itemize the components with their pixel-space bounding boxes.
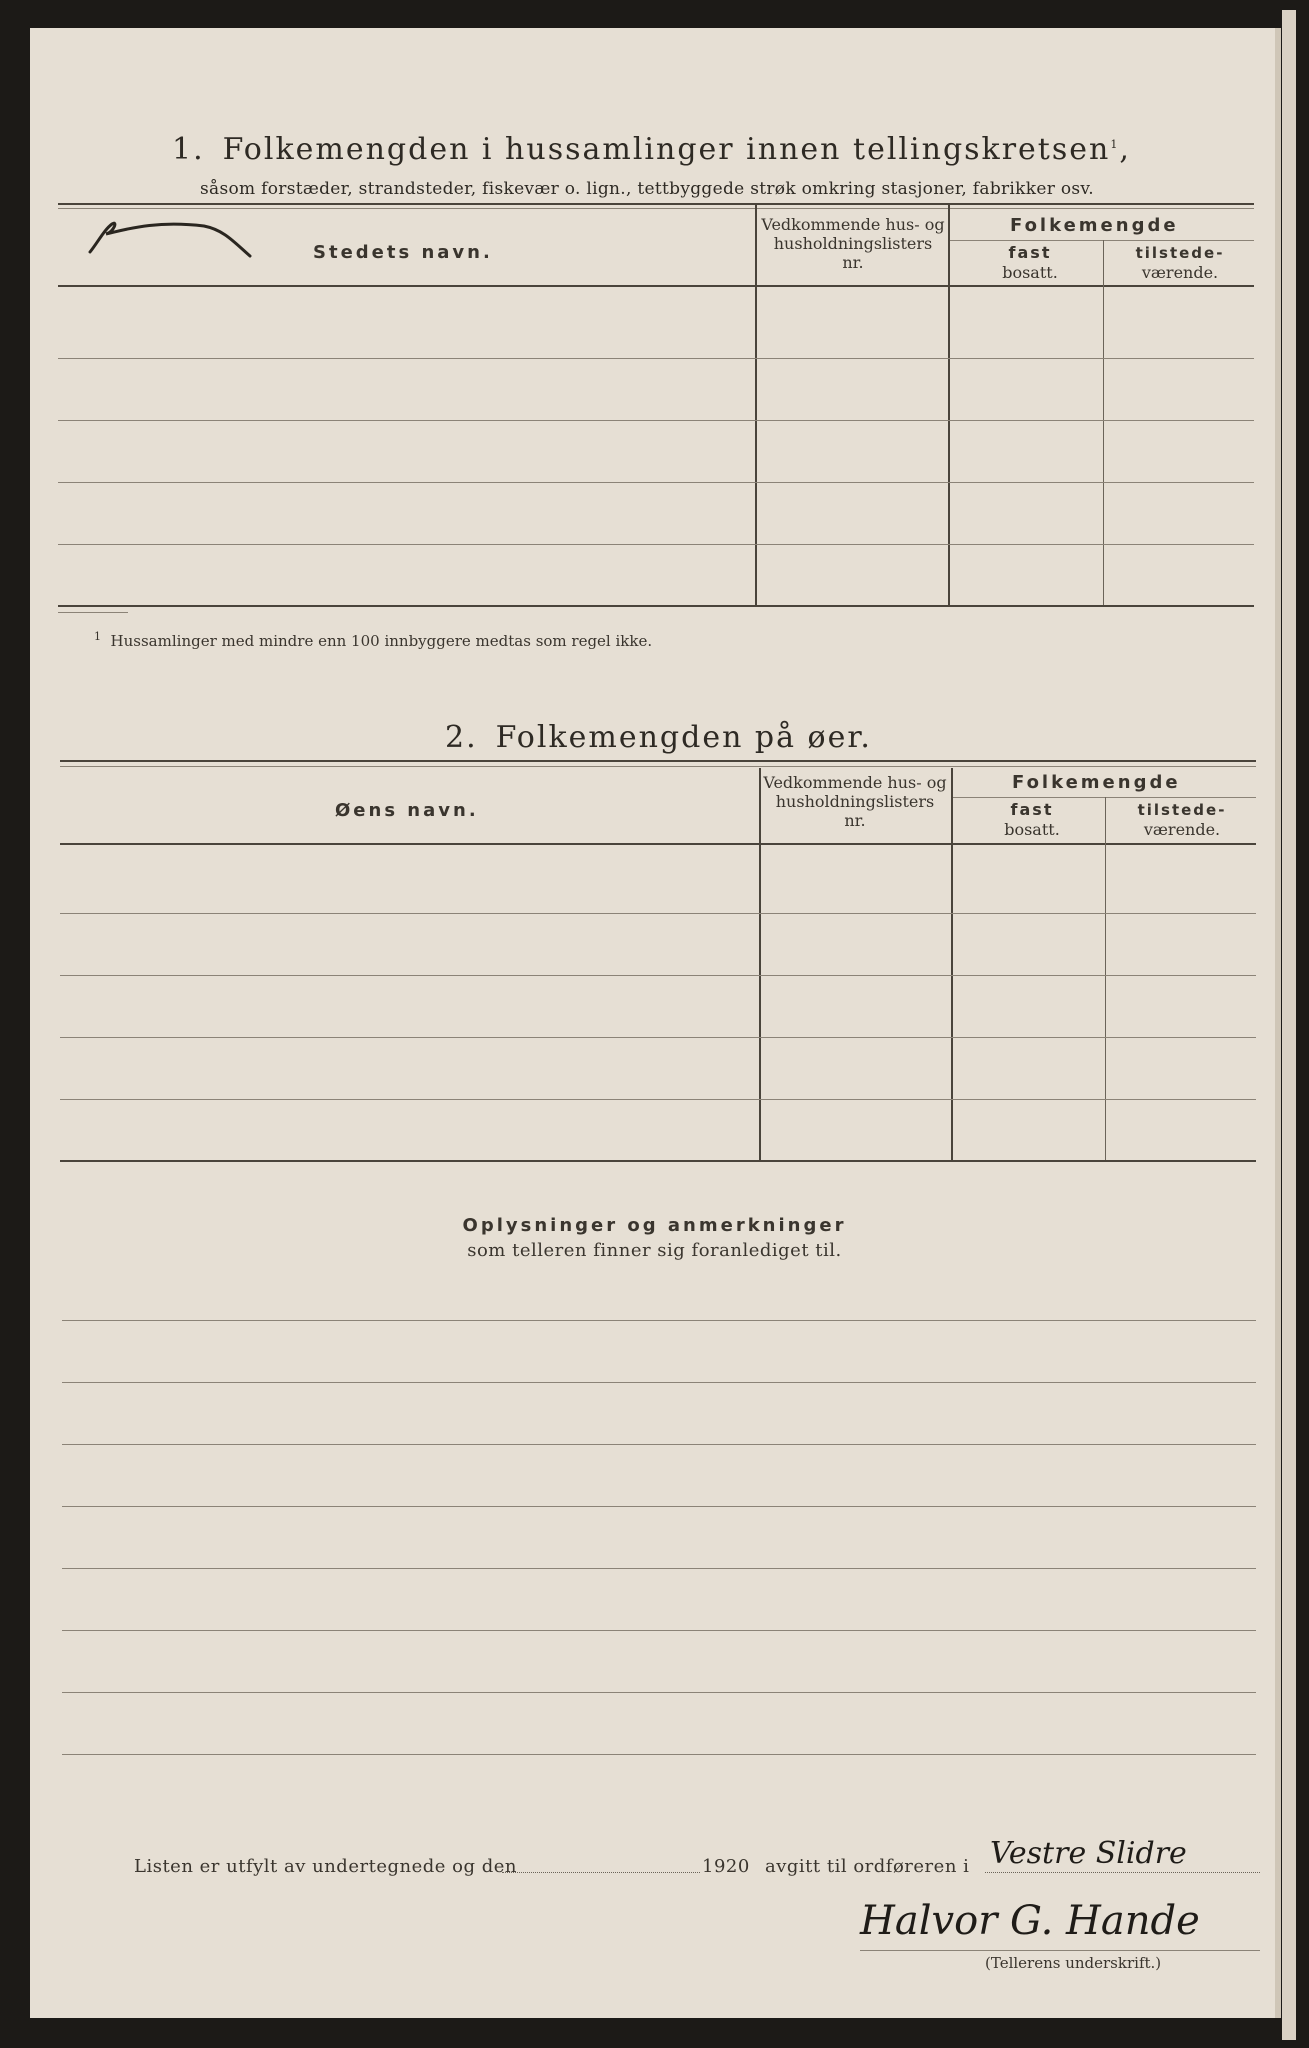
section2-col-fast-line2: bosatt. [1004, 820, 1060, 839]
signature-year: 1920 [702, 1856, 750, 1877]
section2-divider-3 [1105, 797, 1106, 1160]
section1-number: 1. [172, 132, 205, 167]
section1-divider-1 [755, 205, 757, 605]
section1-title-comma: , [1119, 132, 1131, 167]
notes-line [62, 1382, 1256, 1383]
section2-bottom-rule [60, 1160, 1256, 1162]
handwritten-mark-icon [84, 212, 254, 262]
section2-col-list-line1: Vedkommende hus- og [763, 773, 947, 792]
section1-col-place-name: Stedets navn. [313, 242, 493, 263]
section3-subtitle: som telleren finner sig foranlediget til. [467, 1240, 842, 1261]
section2-top-rule-2 [60, 766, 1256, 767]
section2-col-fast-line1: fast [1010, 800, 1054, 819]
section1-col-tilstede-line2: værende. [1141, 263, 1219, 282]
notes-line [62, 1568, 1256, 1569]
section2-col-island-name: Øens navn. [335, 800, 479, 821]
section1-col-fast [955, 243, 1105, 283]
notes-line [62, 1506, 1256, 1507]
section2-col-tilstede-line2: værende. [1143, 820, 1221, 839]
section1-divider-2 [948, 205, 950, 605]
date-blank-line [502, 1872, 700, 1873]
section2-number: 2. [445, 720, 478, 755]
section1-footnote-rule [58, 612, 128, 613]
section1-title-footnote-mark: 1 [1110, 138, 1120, 151]
municipality-blank-line [985, 1872, 1260, 1873]
section1-header-rule [58, 285, 1254, 287]
section1-col-tilstede-line1: tilstede- [1135, 244, 1225, 262]
section1-col-list-line2: husholdningslisters [773, 234, 933, 253]
section2-row-rule [60, 975, 1256, 976]
signature-text-middle: avgitt til ordføreren i [765, 1856, 970, 1877]
handwritten-municipality: Vestre Slidre [990, 1836, 1187, 1871]
section1-title-text: Folkemengden i hussamlinger innen tellingskretsen [222, 132, 1111, 167]
section2-row-rule [60, 913, 1256, 914]
section1-subtitle: såsom forstæder, strandsteder, fiskevær o. lign., tettbyggede strøk omkring stasjoner, fabrikker osv. [200, 179, 1095, 199]
section2-divider-1 [759, 768, 761, 1160]
section1-footnote [94, 630, 652, 650]
section1-top-rule-2 [58, 208, 1254, 209]
section1-top-rule [58, 203, 1254, 205]
section1-divider-3 [1103, 240, 1104, 605]
section1-row-rule [58, 482, 1254, 483]
section2-col-fast [957, 800, 1107, 840]
notes-line [62, 1692, 1256, 1693]
section1-footnote-text: Hussamlinger med mindre enn 100 innbyggere medtas som regel ikke. [110, 632, 653, 650]
signature-line [860, 1950, 1260, 1951]
paper-edge [1282, 10, 1296, 2040]
section1-pop-subrule [950, 240, 1254, 241]
section1-col-tilstede [1105, 243, 1255, 283]
section2-row-rule [60, 1099, 1256, 1100]
section2-title [445, 720, 872, 755]
section2-row-rule [60, 1037, 1256, 1038]
section1-bottom-rule [58, 605, 1254, 607]
section2-col-tilstede-line1: tilstede- [1137, 801, 1227, 819]
section2-pop-subrule [952, 797, 1256, 798]
section2-col-population: Folkemengde [1012, 772, 1181, 793]
section1-footnote-mark: 1 [94, 630, 101, 643]
section1-col-list-line1: Vedkommende hus- og [761, 215, 945, 234]
notes-line [62, 1320, 1256, 1321]
section2-col-tilstede [1107, 800, 1257, 840]
section1-row-rule [58, 420, 1254, 421]
section2-top-rule [60, 760, 1256, 762]
handwritten-signature: Halvor G. Hande [860, 1898, 1200, 1944]
section2-col-list-header [760, 773, 950, 830]
section2-header-rule [60, 843, 1256, 845]
section1-col-fast-line2: bosatt. [1002, 263, 1058, 282]
signature-caption: (Tellerens underskrift.) [985, 1954, 1162, 1972]
section3-title: Oplysninger og anmerkninger [462, 1215, 847, 1236]
notes-line [62, 1630, 1256, 1631]
section1-col-population: Folkemengde [1010, 215, 1179, 236]
notes-line [62, 1754, 1256, 1755]
signature-text-before: Listen er utfylt av undertegnede og den [134, 1856, 517, 1877]
section1-col-fast-line1: fast [1008, 243, 1052, 262]
section1-row-rule [58, 358, 1254, 359]
section2-title-text: Folkemengden på øer. [495, 720, 872, 755]
census-form-page [30, 28, 1281, 2018]
section1-title [172, 132, 1131, 167]
section2-col-list-line3: nr. [844, 811, 866, 830]
section2-divider-2 [951, 768, 953, 1160]
notes-line [62, 1444, 1256, 1445]
section1-row-rule [58, 544, 1254, 545]
section2-col-list-line2: husholdningslisters [775, 792, 935, 811]
section1-col-list-header [758, 215, 948, 272]
section1-col-list-line3: nr. [842, 253, 864, 272]
